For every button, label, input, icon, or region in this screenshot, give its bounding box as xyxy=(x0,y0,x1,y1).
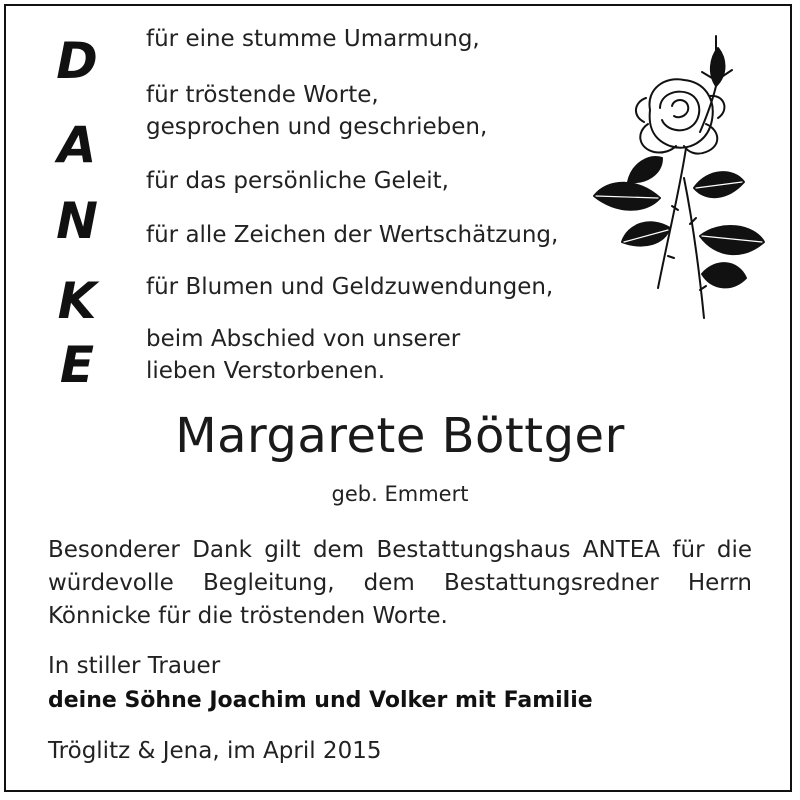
mourning-phrase: In stiller Trauer xyxy=(48,653,221,679)
thanks-line: für eine stumme Umarmung, xyxy=(146,26,480,52)
thanks-line: für das persönliche Geleit, xyxy=(146,168,449,194)
thanks-line: für alle Zeichen der Wertschätzung, xyxy=(146,222,559,248)
special-thanks-paragraph: Besonderer Dank gilt dem Bestattungshaus ANTEA für die würdevolle Begleitung, dem Bestattungsredner Herrn Könnicke für die tröstenden Worte. xyxy=(48,537,752,629)
birth-name: geb. Emmert xyxy=(331,482,469,506)
rose-icon xyxy=(588,28,768,323)
thanks-line: gesprochen und geschrieben, xyxy=(146,114,488,140)
thanks-line: beim Abschied von unserer xyxy=(146,326,461,352)
deceased-name: Margarete Böttger xyxy=(175,408,625,464)
heading-letter-e: E xyxy=(59,336,95,394)
mourning-family: deine Söhne Joachim und Volker mit Familie xyxy=(48,688,593,713)
heading-letter-a: A xyxy=(57,116,97,174)
thanks-line: für Blumen und Geldzuwendungen, xyxy=(146,274,554,300)
heading-letter-d: D xyxy=(56,32,98,90)
thanks-line: für tröstende Worte, xyxy=(146,82,379,108)
heading-letter-k: K xyxy=(57,272,97,330)
thanks-line: lieben Verstorbenen. xyxy=(146,358,386,384)
heading-letter-n: N xyxy=(56,192,98,250)
place-date: Tröglitz & Jena, im April 2015 xyxy=(48,738,382,764)
